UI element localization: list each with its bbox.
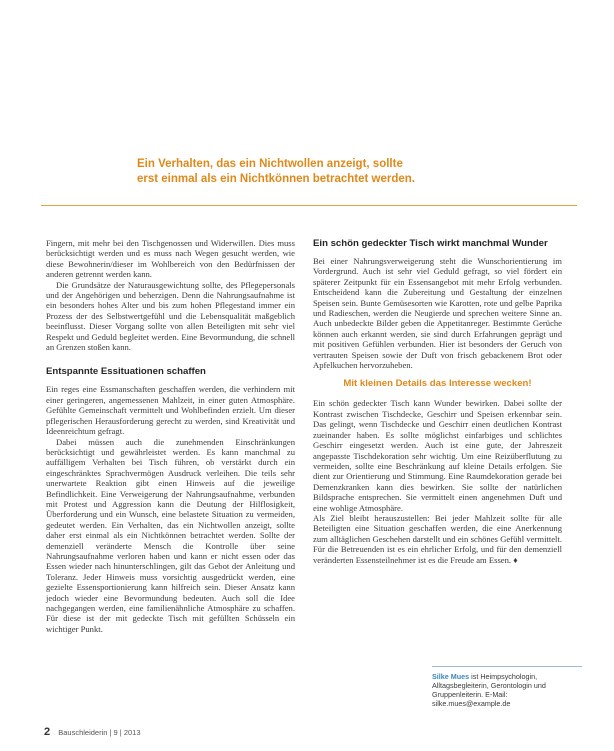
pull-quote bbox=[137, 157, 437, 187]
right-paragraph-1: Bei einer Nahrungsverweigerung steht die Wunschorientierung im Vordergrund. Auch ist sehr viel Geduld gefragt, so viel fördert ein späterer Zeitpunkt für ein Essensangebot mit mehr Erfolg verbunden. Entscheidend kann die Zubereitung und Gestaltung der einzelnen Speisen sein. Bunte Gemüsesorten wie Karotten, rote und gelbe Paprika und Radieschen, werden die Neugierde und sprechen weitere Sinne an. Auch unbedeckte Bilder geben die Appetitanreger. Bestimmte Gerüche können auch erkannt werden, sie sind durch Erfahrungen geprägt und mit positiven Gefühlen verbunden. Hier ist besonders der Geruch von vertrauten Speisen sowie der Duft von frisch gebackenem Brot oder Apfelkuchen hervorzuheben. bbox=[313, 256, 562, 371]
right-paragraph-3: Als Ziel bleibt herauszustellen: Bei jeder Mahlzeit sollte für alle Beteiligten eine Situation geschaffen werden, die eine Anerkennung zum alltäglichen Geschehen darstellt und ein schönes Gefühl vermittelt. Für die Betreuenden ist es ein ehrlicher Erfolg, und für den demenziell veränderten Essensteilnehmer ist es die Freude am Essen. ♦ bbox=[313, 512, 562, 565]
right-subheading: Mit kleinen Details das Interesse wecken! bbox=[343, 378, 532, 390]
pull-quote-line-2: erst einmal als ein Nichtkönnen betrachtet werden. bbox=[137, 173, 415, 185]
right-section-heading: Ein schön gedeckter Tisch wirkt manchmal Wunder bbox=[313, 238, 548, 249]
left-column bbox=[46, 238, 295, 634]
author-bio: ist Heimpsychologin, Alltagsbegleiterin, Gerontologin und Gruppenleiterin. E-Mail: silke.mues@example.de bbox=[432, 672, 546, 708]
left-paragraph-1: Fingern, mit mehr bei den Tischgenossen und Widerwillen. Dies muss berücksichtigt werden und es muss nach Wegen gesucht werden, wie diese Bewohnerin/dieser im Wohlbereich von den Bedürfnissen der anderen getrennt werden kann. bbox=[46, 238, 295, 280]
left-paragraph-3: Ein reges eine Essmanschaften geschaffen werden, die verhindern mit einer geringeren, angemessenen Mahlzeit, in einer guten Atmosphäre. Gefühlte Gemeinschaft vermittelt und Wohlbefinden erzielt. Um dieser pflegerischen Herausforderung gerecht zu werden, sind Kreativität und Ideenreichtum gefragt. bbox=[46, 384, 295, 437]
author-divider bbox=[432, 666, 582, 667]
right-column bbox=[313, 238, 562, 565]
pull-quote-line-1: Ein Verhalten, das ein Nichtwollen anzeigt, sollte bbox=[137, 158, 403, 170]
right-paragraph-2: Ein schön gedeckter Tisch kann Wunder bewirken. Dabei sollte der Kontrast zwischen Tischdecke, Geschirr und Speisen erkennbar sein. Das gelingt, wenn Tischdecke und Geschirr einen deutlichen Kontrast zueinander haben. Es sollte möglichst einfarbiges und schlichtes Geschirr eingesetzt werden. Auch ist eine gute, der Jahreszeit angepasste Tischdekoration sehr wichtig. Um eine Reizüberflutung zu vermeiden, sollte eine Beschränkung auf kleine Details erfolgen. Sie dient zur Orientierung und Stimmung. Eine Raumdekoration gerade bei Demenzkranken kann dies bewirken. Sie sollte der natürlichen Bildsprache entsprechen. Sie vermittelt einen angenehmen Duft und eine wohlige Atmosphäre. bbox=[313, 398, 562, 513]
author-box bbox=[432, 672, 582, 708]
left-paragraph-2: Die Grundsätze der Naturausgewichtung sollte, des Pflegepersonals und der Angehörigen und beherzigen. Denn die Nahrungsaufnahme ist ein besonders hohes Alter und bis zum hohen Pflegestand immer ein Prozess der des Selbstwertgefühl und die Lebensqualität maßgeblich beeinflusst. Dieser Vorgang sollte von allen Beteiligten mit sehr viel Respekt und Geduld begleitet werden. Eine Bevormundung, die schnell an Grenzen stoßen kann. bbox=[46, 279, 295, 353]
page-footer bbox=[44, 726, 141, 738]
left-paragraph-4: Dabei müssen auch die zunehmenden Einschränkungen berücksichtigt und gewährleistet werden. Es kann manchmal zu auffälligem Verhalten bei Tisch führen, ob verstärkt durch ein eingeschränktes Sprachvermögen Ausdruck verleihen. Die teils sehr unerwartete Reaktion gibt einen Hinweis auf die jeweilige Befindlichkeit. Eine Verweigerung der Nahrungsaufnahme, verbunden mit Protest und Aggression kann die Deutung der Hilflosigkeit, Überforderung und ein Wunsch, eine belastete Situation zu vermeiden, gedeutet werden. Ein Verhalten, das ein Nichtwollen anzeigt, sollte daher erst einmal als ein Nichtkönnen betrachtet werden. Sollte der demenziell veränderte Mensch die Kontrolle über seine Nahrungsaufnahme verloren haben und kann er nicht essen oder das Essen wieder nach hinunterschlingen, gilt das Gebot der Anleitung und Toleranz. Jeder Hinweis muss vorsichtig ausgedrückt werden, eine gezielte Essensportionierung kann hilfreich sein. Dieser Ansatz kann jedoch wieder eine Bevormundung bedeuten. Auch soll die Idee nachgegangen werden, eine familienähnliche Atmosphäre zu schaffen. Für diese ist der mit gedeckte Tisch mit gefüllten Schüsseln ein wichtiger Punkt. bbox=[46, 436, 295, 634]
journal-info: Bauschleiderin | 9 | 2013 bbox=[58, 728, 141, 737]
pull-quote-divider bbox=[41, 205, 577, 206]
author-name: Silke Mues bbox=[432, 672, 470, 681]
page-number: 2 bbox=[44, 726, 51, 738]
left-section-heading: Entspannte Essituationen schaffen bbox=[46, 366, 206, 378]
